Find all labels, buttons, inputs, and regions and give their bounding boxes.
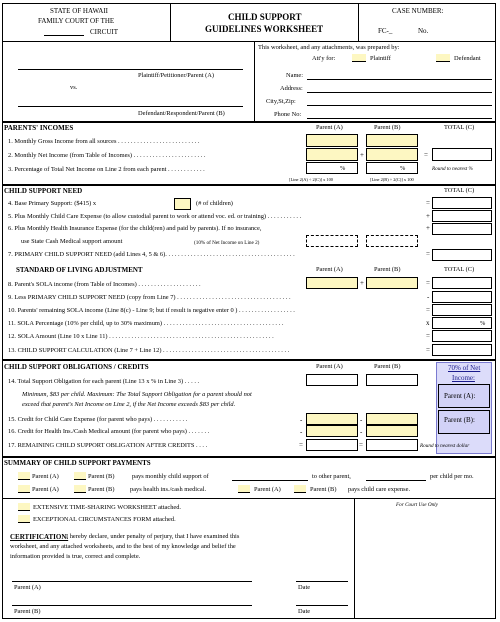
line-4-label: 4. Base Primary Support: ($415) x [8, 200, 97, 207]
minimum-note-1: Minimum, $83 per child. Maximum: The Total Support Obligation for a parent should not [22, 391, 252, 398]
line-5-plus: + [426, 212, 430, 220]
summary-r2-a: Parent (A) [32, 486, 59, 493]
line-12-total[interactable] [432, 330, 492, 342]
name-field[interactable] [307, 79, 492, 80]
line-2-parent-b[interactable] [366, 148, 418, 161]
line-4-total[interactable] [432, 197, 492, 209]
parties-divider [254, 41, 255, 121]
line-17-equals-b: = [359, 441, 363, 449]
summary-r2-d-check[interactable] [238, 485, 250, 493]
court-label: FAMILY COURT OF THE [38, 17, 115, 25]
net-income-parent-b-label: Parent (B): [444, 416, 475, 424]
line-6-plus: + [426, 224, 430, 232]
line-11-pct: % [480, 320, 486, 327]
line-13-total[interactable] [432, 344, 492, 356]
line-8-equals: = [426, 279, 430, 287]
line-15-parent-b[interactable] [366, 413, 418, 425]
line-4-equals: = [426, 199, 430, 207]
col-b-header-1: Parent (B) [374, 124, 401, 131]
certification-line-3: information provided is true, correct and complete. [10, 553, 141, 560]
line-15-parent-a[interactable] [306, 413, 358, 425]
line-15-minus-b: - [360, 416, 363, 424]
col-c-header-3: TOTAL (C) [444, 266, 475, 273]
line-4-children-label: (# of children) [196, 200, 233, 207]
line-5-total[interactable] [432, 210, 492, 222]
incomes-title: PARENTS' INCOMES [4, 124, 74, 132]
address-field[interactable] [307, 92, 492, 93]
line-17-parent-a[interactable] [306, 439, 358, 451]
certification-line-2: worksheet, and any attached worksheets, and to the best of my knowledge and belief the [10, 543, 236, 550]
date-a-line[interactable] [296, 581, 348, 582]
summary-title: SUMMARY OF CHILD SUPPORT PAYMENTS [4, 459, 151, 467]
line-3-parent-b[interactable] [366, 162, 418, 174]
case-number-label: CASE NUMBER: [392, 7, 444, 15]
defendant-option-label: Defendant [454, 55, 481, 62]
plaintiff-line [18, 69, 243, 70]
header-divider-1 [170, 3, 171, 41]
fc-label: FC-_ [378, 27, 393, 35]
summary-r1-a: Parent (A) [32, 473, 59, 480]
date-b-label: Date [298, 608, 311, 615]
line-8-parent-b[interactable] [366, 277, 418, 289]
section-line-need [2, 184, 496, 186]
state-label: STATE OF HAWAII [50, 7, 108, 15]
line-16-minus-b: - [360, 428, 363, 436]
line-17-label: 17. REMAINING CHILD SUPPORT OBLIGATION AFTER CREDITS . . . . [8, 442, 208, 449]
defendant-label: Defendant/Respondent/Parent (B) [138, 110, 225, 117]
net-income-parent-a-label: Parent (A): [444, 392, 476, 400]
header-bottom-line [2, 41, 496, 42]
line-6-note: (10% of Net Income on Line 2) [194, 240, 260, 246]
certification-line-1: I hereby declare, under penalty of perjury, that I have examined this [66, 533, 240, 540]
summary-r2-d: Parent (A) [254, 486, 281, 493]
sola-title: STANDARD OF LIVING ADJUSTMENT [16, 266, 143, 274]
line-7-label: 7. PRIMARY CHILD SUPPORT NEED (add Lines 4, 5 & 6). . . . . . . . . . . . . . . . . . . . . . . . . . . . . . . . . . . . . . . . . [8, 251, 295, 258]
extensive-label: EXTENSIVE TIME-SHARING WORKSHEET attached. [33, 504, 182, 511]
col-c-header-1: TOTAL (C) [444, 124, 475, 131]
city-label: City,St,Zip: [266, 98, 296, 105]
phone-field[interactable] [307, 118, 492, 119]
line-11-label: 11. SOLA Percentage (10% per child, up to 30% maximum) . . . . . . . . . . . . . . . . . . . . . . . . . . . . . . . . . . . . . . [8, 320, 284, 327]
line-3-pct-a: % [340, 165, 346, 172]
section-line-summary [2, 456, 496, 458]
line-8-parent-a[interactable] [306, 277, 358, 289]
obligations-title: CHILD SUPPORT OBLIGATIONS / CREDITS [4, 363, 149, 371]
defendant-line [18, 106, 243, 107]
line-7-equals: = [426, 250, 430, 258]
summary-r2-text: pays health ins./cash medical. [130, 486, 207, 493]
minimum-note-2: exceed that parent's Net Income on Line 2, if the Net Income exceeds $83 per child. [22, 401, 236, 408]
line-1-parent-a[interactable] [306, 134, 358, 147]
summary-r1-per: per child per mo. [430, 473, 474, 480]
summary-r1-b: Parent (B) [88, 473, 115, 480]
line-17-parent-b[interactable] [366, 439, 418, 451]
line-12-label: 12. SOLA Amount (Line 10 x Line 11) . . . . . . . . . . . . . . . . . . . . . . . . . . . . . . . . . . . . . . . . . . . . . . . . . . . . [8, 333, 274, 340]
section-line-obligations [2, 359, 496, 361]
net-income-title-1: 70% of Net [448, 364, 481, 372]
col-a-header-2: Parent (A) [316, 266, 343, 273]
support-amount-field[interactable] [232, 480, 308, 481]
line-14-parent-b[interactable] [366, 374, 418, 386]
formula-a: [Line 2(A) ÷ 2(C)] x 100 [289, 177, 333, 182]
line-16-parent-a[interactable] [306, 425, 358, 437]
formula-b: [Line 2(B) ÷ 2(C)] x 100 [370, 177, 414, 182]
footer-divider [354, 498, 355, 619]
exceptional-checkbox[interactable] [18, 515, 30, 523]
line-16-minus-a: - [300, 428, 303, 436]
section-line-incomes [2, 121, 496, 123]
line-3-parent-a[interactable] [306, 162, 358, 174]
summary-r1-b-check[interactable] [74, 472, 86, 480]
line-8-total[interactable] [432, 277, 492, 289]
line-1-label: 1. Monthly Gross Income from all sources . . . . . . . . . . . . . . . . . . . . . . . . . . [8, 138, 200, 145]
line-13-equals: = [426, 346, 430, 354]
line-17-equals-a: = [299, 441, 303, 449]
net-income-title-2: Income: [452, 374, 475, 382]
col-a-header-1: Parent (A) [316, 124, 343, 131]
number-of-children[interactable] [174, 198, 191, 210]
round-dollar-note: Round to nearest dollar [420, 443, 470, 449]
col-b-header-2: Parent (B) [374, 266, 401, 273]
address-label: Address: [280, 85, 303, 92]
need-title: CHILD SUPPORT NEED [4, 187, 83, 195]
phone-label: Phone No: [274, 111, 302, 118]
line-2-parent-a[interactable] [306, 148, 358, 161]
defendant-checkbox[interactable] [436, 54, 450, 62]
cash-medical-b[interactable] [366, 235, 418, 247]
col-b-header-3: Parent (B) [374, 363, 401, 370]
extensive-checkbox[interactable] [18, 503, 30, 511]
atty-for-label: Att'y for: [312, 55, 336, 62]
line-5-label: 5. Plus Monthly Child Care Expense (to allow custodial parent to work or attend voc. ed. or training) . . . . . . . . . . . [8, 213, 302, 220]
col-a-header-3: Parent (A) [316, 363, 343, 370]
line-14-parent-a[interactable] [306, 374, 358, 386]
col-c-header-2: TOTAL (C) [444, 187, 475, 194]
line-7-total[interactable] [432, 249, 492, 261]
circuit-label: CIRCUIT [90, 28, 118, 36]
signature-a-line[interactable] [12, 581, 252, 582]
line-16-label: 16. Credit for Health Ins./Cash Medical amount (for parent who pays) . . . . . . . [8, 428, 210, 435]
line-15-label: 15. Credit for Child Care Expense (for parent who pays) . . . . . . . . . . . [8, 416, 188, 423]
no-label: No. [418, 27, 429, 35]
line-6-label: 6. Plus Monthly Health Insurance Expense (for the child(ren) and paid by parents). If no insurance, [8, 225, 262, 232]
circuit-blank [44, 35, 84, 36]
line-10-label: 10. Parents' remaining SOLA income (Line 8(c) - Line 9; but if result is negative enter 0 ) . . . . . . . . . . . . . . . . . . [8, 307, 295, 314]
summary-r2-b: Parent (B) [88, 486, 115, 493]
summary-r2-childcare: pays child care expense. [348, 486, 411, 493]
signature-a-label: Parent (A) [14, 584, 41, 591]
per-child-field[interactable] [366, 480, 426, 481]
summary-r1-a-check[interactable] [18, 472, 30, 480]
line-6-total[interactable] [432, 223, 492, 235]
summary-r2-b-check[interactable] [74, 485, 86, 493]
line-14-label: 14. Total Support Obligation for each parent (Line 13 x % in Line 3) . . . . . [8, 378, 200, 385]
signature-b-line[interactable] [12, 605, 252, 606]
line-9-total[interactable] [432, 291, 492, 303]
line-10-total[interactable] [432, 304, 492, 316]
line-9-minus: - [427, 293, 430, 301]
line-10-equals: = [426, 306, 430, 314]
summary-r2-e: Parent (B) [310, 486, 337, 493]
cash-medical-a[interactable] [306, 235, 358, 247]
line-16-parent-b[interactable] [366, 425, 418, 437]
header-divider-2 [358, 3, 359, 41]
summary-r1-to: to other parent, [312, 473, 351, 480]
date-a-label: Date [298, 584, 311, 591]
certification-label: CERTIFICATION. [10, 533, 69, 541]
plaintiff-label: Plaintiff/Petitioner/Parent (A) [138, 72, 215, 79]
form-title-1: CHILD SUPPORT [228, 12, 302, 22]
plaintiff-checkbox[interactable] [352, 54, 366, 62]
summary-r2-e-check[interactable] [294, 485, 306, 493]
line-8-label: 8. Parent's SOLA income (from Table of Incomes) . . . . . . . . . . . . . . . . . . . . [8, 281, 201, 288]
plus-sign: + [360, 151, 364, 159]
court-use-label: For Court Use Only [396, 502, 438, 508]
city-field[interactable] [307, 105, 492, 106]
vs-label: vs. [70, 84, 78, 91]
line-2-label: 2. Monthly Net Income (from Table of Incomes) . . . . . . . . . . . . . . . . . . . . . . . [8, 152, 206, 159]
name-label: Name: [286, 72, 304, 79]
plaintiff-option-label: Plaintiff [370, 55, 391, 62]
line-11-times: x [426, 319, 430, 327]
line-3-label: 3. Percentage of Total Net Income on Line 2 from each parent . . . . . . . . . . . . [8, 166, 205, 173]
line-13-label: 13. CHILD SUPPORT CALCULATION (Line 7 + Line 12) . . . . . . . . . . . . . . . . . . . . . . . . . . . . . . . . . . . . . . . . [8, 347, 290, 354]
line-3-pct-b: % [400, 165, 406, 172]
line-6-cash-medical: use State Cash Medical support amount [21, 238, 123, 245]
prepared-by-label: This worksheet, and any attachments, was prepared by: [258, 44, 400, 51]
date-b-line[interactable] [296, 605, 348, 606]
line-1-parent-b[interactable] [366, 134, 418, 147]
line-15-minus-a: - [300, 416, 303, 424]
line-9-label: 9. Less PRIMARY CHILD SUPPORT NEED (copy from Line 7) . . . . . . . . . . . . . . . . . . . . . . . . . . . . . . . . . . . . [8, 294, 291, 301]
equals-sign: = [424, 151, 428, 159]
line-12-equals: = [426, 332, 430, 340]
form-title-2: GUIDELINES WORKSHEET [205, 24, 324, 34]
summary-r1-text: pays monthly child support of [132, 473, 209, 480]
summary-r2-a-check[interactable] [18, 485, 30, 493]
section-line-footer [2, 498, 496, 499]
exceptional-label: EXCEPTIONAL CIRCUMSTANCES FORM attached. [33, 516, 176, 523]
signature-b-label: Parent (B) [14, 608, 41, 615]
line-2-total[interactable] [432, 148, 492, 161]
round-pct-note: Round to nearest % [432, 166, 473, 172]
line-8-plus: + [360, 279, 364, 287]
